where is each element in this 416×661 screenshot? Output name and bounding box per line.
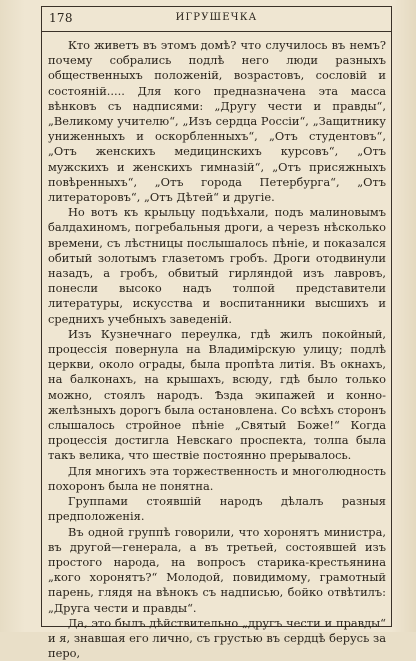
paragraph: Изъ Кузнечнаго переулка, гдѣ жилъ покойный, процессія повернула на Владимірскую улицу; подлѣ церкви, около ограды, была пропѣта литія. Въ окнахъ, на балконахъ, на крышахъ, всюду, гдѣ было только можно, стоялъ народъ. Ѣзда экипажей и конно-желѣзныхъ дорогъ была остановлена. Со всѣхъ сторонъ слышалось стройное пѣніе „Святый Боже!“ Когда процессія достигла Невскаго проспекта, толпа была такъ велика, что шествіе постоянно прерывалось. [48,326,386,463]
page-header [41,6,392,32]
paragraph: Группами стоявшій народъ дѣлалъ разныя предположенія. [48,494,386,524]
paragraph: Но вотъ къ крыльцу подъѣхали, подъ малиновымъ балдахиномъ, погребальныя дроги, а черезъ нѣсколько времени, съ лѣстницы послышалось пѣніе, и показался обитый золотымъ глазетомъ гробъ. Дроги отодвинули назадъ, а гробъ, обвитый гирляндой изъ лавровъ, понесли высоко надъ толпой представители литературы, искусства и воспитанники высшихъ и среднихъ учебныхъ заведеній. [48,205,386,326]
running-title: ИГРУШЕЧКА [175,12,258,23]
body-text [48,38,386,661]
page-number: 178 [49,11,73,25]
paragraph: Для многихъ эта торжественность и многолюдность похоронъ была не понятна. [48,463,386,493]
paragraph: Да, это былъ дѣйствительно „другъ чести и правды“ и я, знавшая его лично, съ грустью въ сердцѣ берусь за перо, [48,615,386,661]
paragraph: Кто живетъ въ этомъ домѣ? что случилось въ немъ? почему собрались подлѣ него люди разныхъ общественныхъ положеній, возрастовъ, сословій и состояній..... Для кого предназначена эта масса вѣнковъ съ надписями: „Другу чести и правды“, „Великому учителю“, „Изъ сердца Россіи“, „Защитнику униженныхъ и оскорбленныхъ“, „Отъ студентовъ“, „Отъ женскихъ медицинскихъ курсовъ“, „Отъ мужскихъ и женскихъ гимназій“, „Отъ присяжныхъ повѣренныхъ“, „Отъ города Петербурга“, „Отъ литераторовъ“, „Отъ Дѣтей“ и другіе. [48,38,386,205]
paragraph: Въ одной группѣ говорили, что хоронятъ министра, въ другой—генерала, а въ третьей, состоявшей изъ простого народа, на вопросъ старика-крестьянина „кого хоронятъ?“ Молодой, повидимому, грамотный парень, глядя на вѣнокъ съ надписью, бойко отвѣтилъ: „Друга чести и правды“. [48,524,386,615]
